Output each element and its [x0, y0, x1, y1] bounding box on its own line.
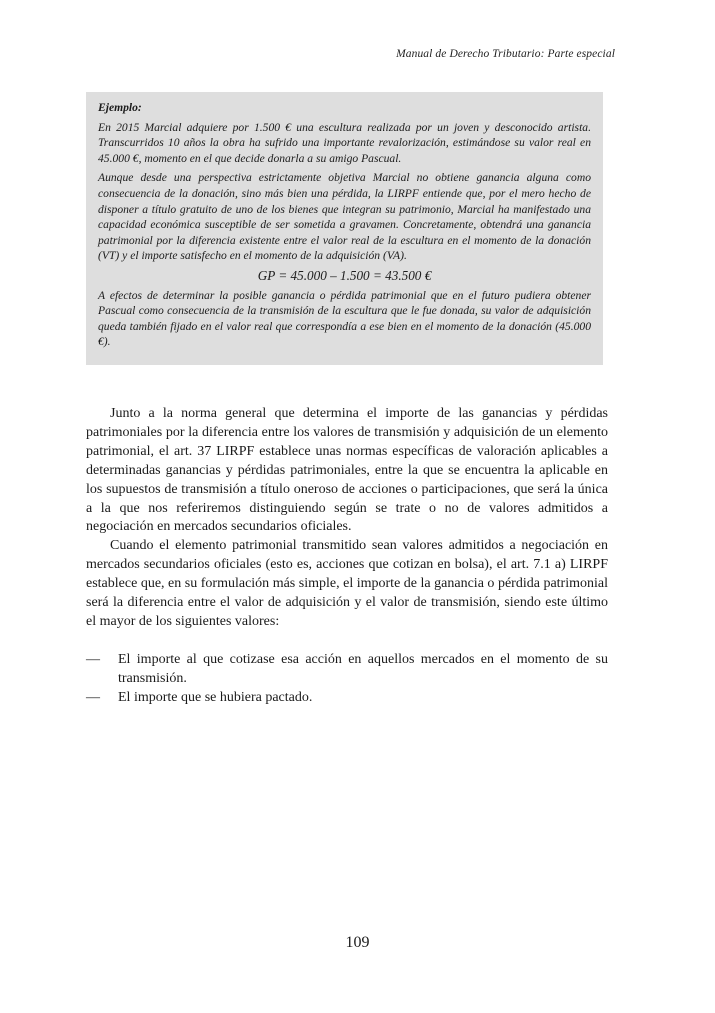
example-box: [86, 92, 603, 365]
values-list: [86, 651, 608, 708]
example-title: Ejemplo:: [98, 101, 142, 114]
list-item-text: El importe al que cotizase esa acción en aquellos mercados en el momento de su transmisión.: [118, 651, 608, 686]
list-dash: —: [86, 651, 100, 667]
body-paragraph: Cuando el elemento patrimonial transmitido sean valores admitidos a negociación en mercados secundarios oficiales (esto es, acciones que cotizan en bolsa), el art. 7.1 a) LIRPF establece que, en su formulación más simple, el importe de la ganancia o pérdida patrimonial será la diferencia entre el valor de adquisición y el valor de transmisión, siendo este último el mayor de los siguientes valores:: [86, 538, 608, 629]
list-item-text: El importe que se hubiera pactado.: [118, 689, 313, 705]
list-item: [86, 689, 608, 708]
body-paragraph: Junto a la norma general que determina el importe de las ganancias y pérdidas patrimoniales por la diferencia entre los valores de transmisión y adquisición de un elemento patrimonial, el art. 37 LIRPF establece unas normas específicas de valoración aplicables a determinadas ganancias y pérdidas patrimoniales, entre la que se encuentra la aplicable en los supuestos de transmisión a título oneroso de acciones o participaciones, que será la única a la que nos referiremos distinguiendo según se trate o no de valores admitidos a negociación en mercados secundarios oficiales.: [86, 406, 608, 535]
page-number: 109: [345, 934, 370, 951]
list-dash: —: [86, 689, 100, 705]
list-item: [86, 651, 608, 689]
example-paragraph: En 2015 Marcial adquiere por 1.500 € una escultura realizada por un joven y desconocido artista. Transcurridos 10 años la obra ha sufrido una importante revalorización, estimándose su valor real en 45.000 €, momento en el que decide donarla a su amigo Pascual.: [98, 120, 591, 165]
example-paragraph: Aunque desde una perspectiva estrictamente objetiva Marcial no obtiene ganancia alguna como consecuencia de la donación, sino más bien una pérdida, la LIRPF entiende que, por el mero hecho de disponer a título gratuito de uno de los bienes que integran su patrimonio, Marcial ha manifestado una capacidad económica susceptible de ser sometida a gravamen. Concretamente, obtendrá una ganancia patrimonial por la diferencia existente entre el valor real de la escultura en el momento de la donación (VT) y el importe satisfecho en el momento de la adquisición (VA).: [98, 171, 591, 263]
example-paragraph: A efectos de determinar la posible ganancia o pérdida patrimonial que en el futuro pudiera obtener Pascual como consecuencia de la transmisión de la escultura que le fue donada, su valor de adquisición queda también fijado en el valor real que correspondía a ese bien en el momento de la donación (45.000 €).: [98, 288, 591, 349]
example-formula: GP = 45.000 – 1.500 = 43.500 €: [257, 267, 432, 283]
running-header: Manual de Derecho Tributario: Parte especial: [396, 48, 615, 60]
body-text: [86, 405, 608, 708]
